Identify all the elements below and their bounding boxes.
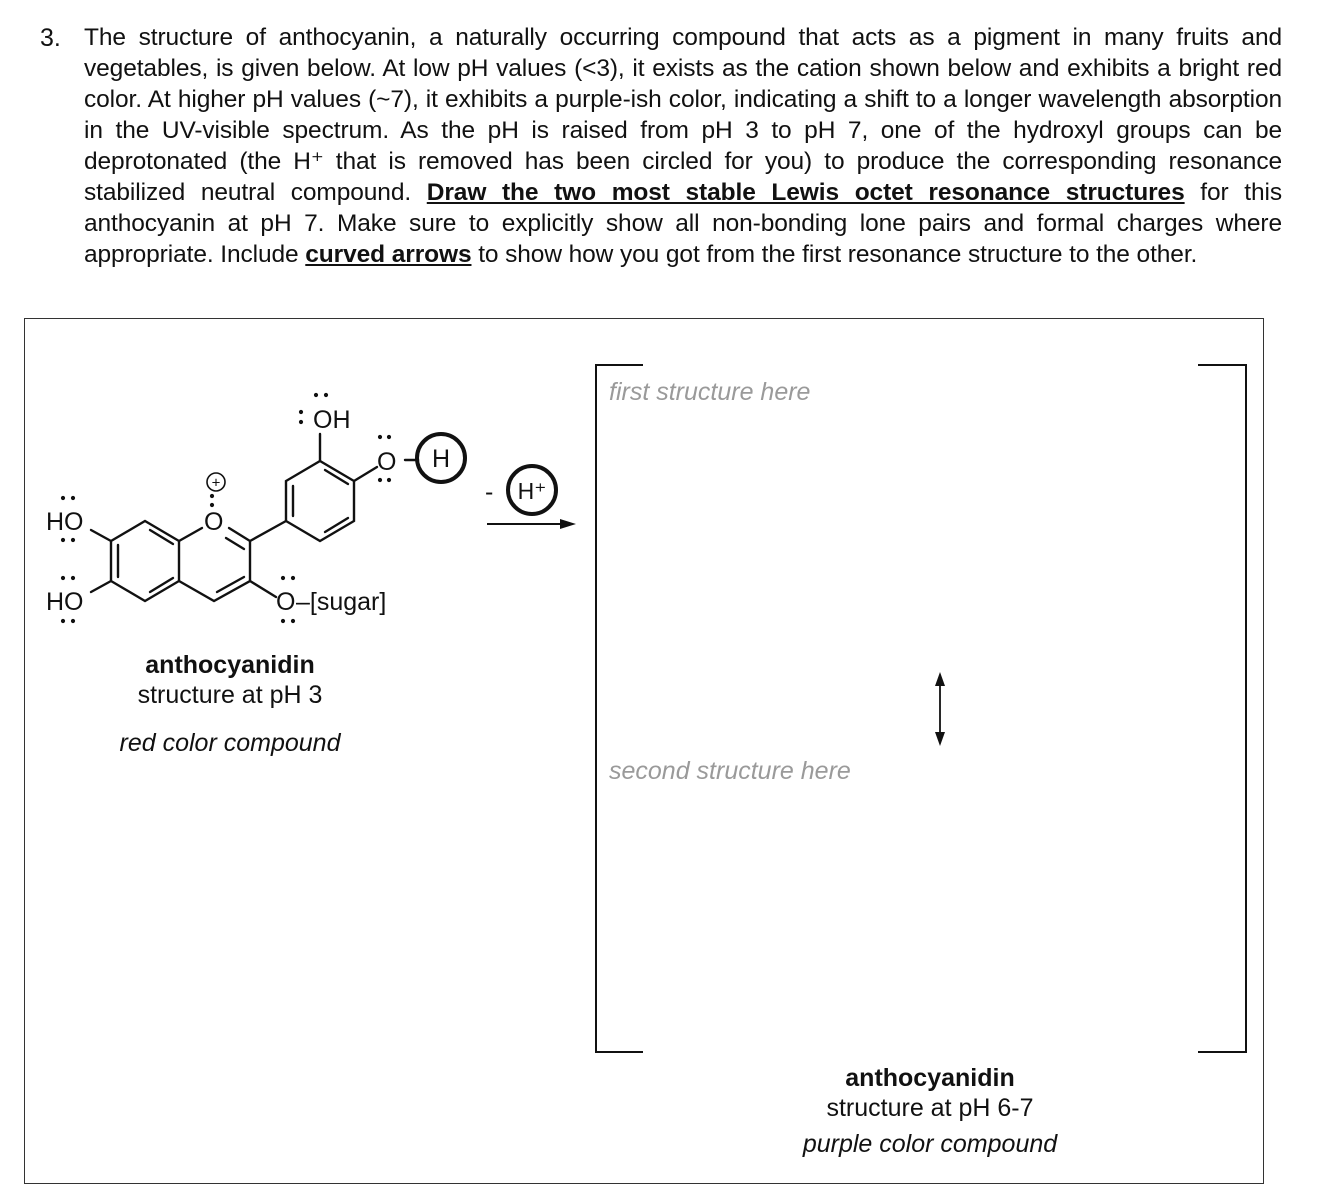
ring-oxygen-label: O: [204, 508, 224, 536]
right-caption-ph: structure at pH 6-7: [826, 1094, 1034, 1122]
resonance-arrow-head-down: [935, 732, 945, 746]
o-sugar-label: O: [276, 588, 296, 616]
o-right-label: O: [377, 448, 397, 476]
ring-phenyl: [286, 461, 354, 541]
left-caption-color: red color compound: [119, 729, 341, 757]
proton-label: H⁺: [517, 478, 547, 504]
sugar-label: –[sugar]: [296, 588, 387, 616]
reaction-arrow-head: [560, 519, 576, 529]
question-emphasis-curved-arrows: curved arrows: [305, 241, 472, 268]
right-caption: [770, 1063, 1090, 1159]
ho-lower-label: HO: [46, 588, 84, 616]
ho-upper-label: HO: [46, 508, 84, 536]
plus-charge-label: +: [211, 474, 221, 492]
question-number: 3.: [40, 24, 61, 52]
question-emphasis-resonance: Draw the two most stable Lewis octet resonance structures: [426, 179, 1185, 206]
question-text-part3: to show how you got from the first resonance structure to the other.: [471, 241, 1198, 268]
circled-h-label: H: [431, 445, 451, 473]
oh-top-label: OH: [313, 406, 351, 434]
second-structure-placeholder: second structure here: [609, 757, 851, 785]
minus-sign: -: [485, 478, 494, 506]
question-text-part1: The structure of anthocyanin, a naturally occurring compound that acts as a pigment in many fruits and vegetables, is given below. At low pH values (<3), it exists as the cation shown below and exhibits a bright red color. At higher pH values (~7), it exhibits a purple-ish color, indicating a shift to a longer wavelength absorption in the UV-visible spectrum. As the pH is raised from pH 3 to pH 7, one of the hydroxyl groups can be deprotonated (the H⁺ that is removed has been circled for you) to produce the corresponding resonance stabilized neutral compound.: [84, 24, 1282, 206]
question-text-part2: for this anthocyanin at pH 7. Make sure to explicitly show all non-bonding lone pairs and formal charges where appropriate. Include: [84, 179, 1283, 268]
right-caption-color: purple color compound: [802, 1130, 1058, 1158]
left-caption: [90, 650, 370, 758]
left-caption-ph: structure at pH 3: [137, 681, 323, 709]
molecule-bonds: [91, 434, 418, 601]
first-structure-placeholder: first structure here: [609, 378, 811, 406]
ring-left: [111, 521, 179, 601]
resonance-arrow-head-up: [935, 672, 945, 686]
ring-middle: [179, 528, 202, 541]
left-caption-name: anthocyanidin: [145, 651, 315, 679]
right-bracket: [1198, 365, 1246, 1052]
left-bracket: [596, 365, 643, 1052]
right-caption-name: anthocyanidin: [845, 1064, 1015, 1092]
